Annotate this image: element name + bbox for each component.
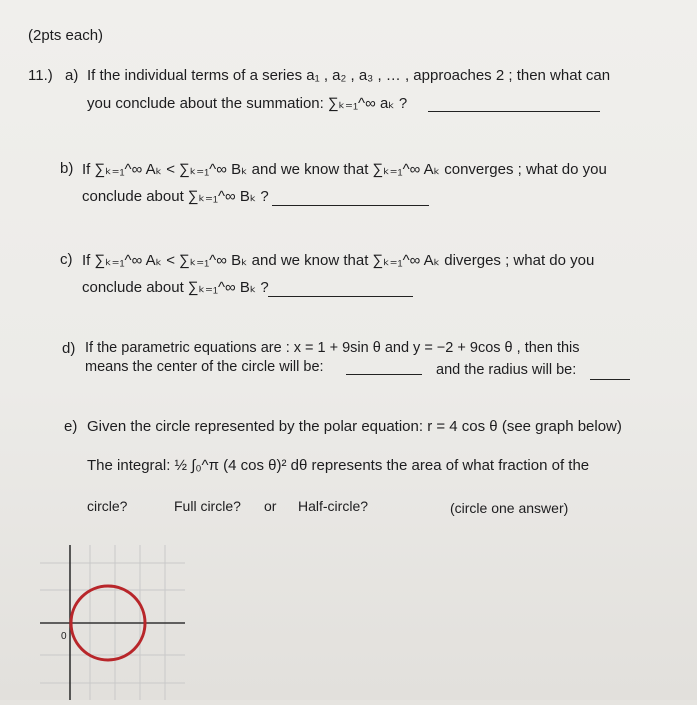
or-text: or xyxy=(264,498,277,514)
part-b-prefix: b) xyxy=(60,160,74,177)
part-d-prefix: d) xyxy=(62,340,76,357)
polar-graph xyxy=(40,545,185,700)
origin-label: 0 xyxy=(61,631,67,642)
points-header: (2pts each) xyxy=(28,27,104,44)
question-number: 11.) xyxy=(28,67,53,84)
part-c-prefix: c) xyxy=(60,251,73,268)
part-a-line2: you conclude about the summation: ∑ₖ₌₁^∞ aₖ ? xyxy=(87,95,408,112)
part-c-line2: conclude about ∑ₖ₌₁^∞ Bₖ ? xyxy=(82,279,269,296)
part-b-answer-blank[interactable] xyxy=(272,193,429,210)
part-e-line2: The integral: ½ ∫₀^π (4 cos θ)² dθ represents the area of what fraction of the xyxy=(87,457,590,474)
part-e-prefix: e) xyxy=(64,418,78,435)
part-d-line1: If the parametric equations are : x = 1 + 9sin θ and y = −2 + 9cos θ , then this xyxy=(85,340,580,356)
part-a-line1: If the individual terms of a series a₁ , a₂ , a₃ , … , approaches 2 ; then what can xyxy=(87,67,611,84)
part-e-line1: Given the circle represented by the polar equation: r = 4 cos θ (see graph below) xyxy=(87,418,622,435)
part-b-line2: conclude about ∑ₖ₌₁^∞ Bₖ ? xyxy=(82,188,269,205)
part-c-answer-blank[interactable] xyxy=(268,284,413,301)
part-d-radius-blank[interactable] xyxy=(590,367,630,384)
part-c-line1: If ∑ₖ₌₁^∞ Aₖ < ∑ₖ₌₁^∞ Bₖ and we know that ∑ₖ₌₁^∞ Aₖ diverges ; what do you xyxy=(82,252,595,269)
part-d-line2-left: means the center of the circle will be: xyxy=(85,359,324,375)
graph-svg xyxy=(40,545,185,700)
half-circle-option[interactable]: Half-circle? xyxy=(298,498,369,514)
part-b-line1: If ∑ₖ₌₁^∞ Aₖ < ∑ₖ₌₁^∞ Bₖ and we know that ∑ₖ₌₁^∞ Aₖ converges ; what do you xyxy=(82,161,607,178)
part-e-circle-label: circle? xyxy=(87,498,128,514)
circle-one-instruction: (circle one answer) xyxy=(450,500,569,516)
part-a-answer-blank[interactable] xyxy=(428,99,600,116)
part-d-center-blank[interactable] xyxy=(346,362,422,379)
part-d-line2-right: and the radius will be: xyxy=(436,362,577,378)
part-a-prefix: a) xyxy=(65,67,79,84)
full-circle-option[interactable]: Full circle? xyxy=(174,498,241,514)
